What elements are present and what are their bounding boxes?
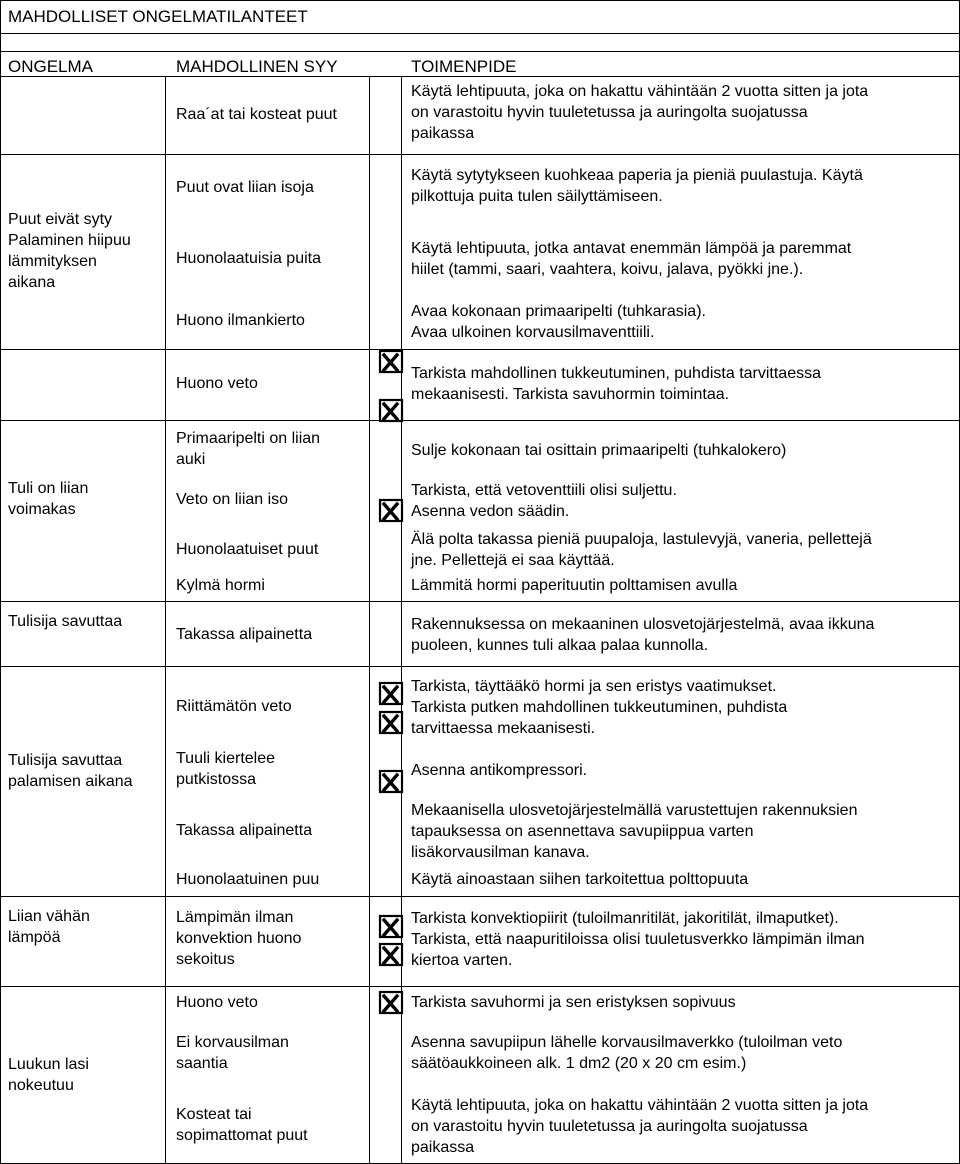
cause-cell: Huonolaatuiset puut: [176, 541, 319, 558]
cause-cell: Veto on liian iso: [176, 491, 289, 508]
action-cell: Asenna savupiipun lähelle korvausilmaverkko (tuloilman veto säätöaukkoineen alk. 1 dm2 (20 x 20 cm esim.): [411, 1034, 843, 1072]
checkbox-x-icon: [378, 348, 404, 374]
action-cell: Käytä lehtipuuta, joka on hakattu vähintään 2 vuotta sitten ja jota on varastoitu hyvin tuuletetussa ja auringolta suojatussa paikassa: [411, 1097, 869, 1156]
action-cell: Käytä sytytykseen kuohkeaa paperia ja pieniä puulastuja. Käytä pilkottuja puita tulen säilyttämiseen.: [411, 167, 863, 205]
action-cell: Tarkista, että vetoventtiili olisi suljettu. Asenna vedon säädin.: [411, 482, 677, 520]
cause-cell: Takassa alipainetta: [176, 822, 313, 839]
cause-cell: Primaaripelti on liian auki: [176, 430, 321, 468]
title-divider: [0, 33, 960, 34]
action-cell: Tarkista savuhormi ja sen eristyksen sopivuus: [411, 994, 736, 1011]
cause-cell: Raa´at tai kosteat puut: [176, 106, 337, 123]
checkbox-x-icon: [378, 913, 404, 939]
row-divider: [0, 601, 960, 602]
action-cell: Käytä lehtipuuta, joka on hakattu vähintään 2 vuotta sitten ja jota on varastoitu hyvin tuuletetussa ja auringolta suojatussa paikassa: [411, 83, 869, 142]
problem-cell: Luukun lasi nokeutuu: [8, 1056, 89, 1094]
action-cell: Tarkista, täyttääkö hormi ja sen eristys vaatimukset. Tarkista putken mahdollinen tukkeutuminen, puhdista tarvittaessa mekaanisesti.: [411, 678, 788, 737]
action-cell: Lämmitä hormi paperituutin polttamisen avulla: [411, 577, 738, 594]
header-problem: ONGELMA: [8, 57, 94, 76]
checkbox-x-icon: [378, 989, 404, 1015]
page-title: MAHDOLLISET ONGELMATILANTEET: [8, 7, 308, 26]
cause-cell: Huonolaatuisia puita: [176, 250, 321, 267]
checkbox-x-icon: [378, 768, 404, 794]
table-border-left: [0, 0, 1, 1164]
cause-cell: Huono veto: [176, 994, 258, 1011]
cause-cell: Puut ovat liian isoja: [176, 179, 314, 196]
header-cause: MAHDOLLINEN SYY: [176, 57, 338, 76]
header-divider: [0, 51, 960, 52]
action-cell: Sulje kokonaan tai osittain primaaripelti (tuhkalokero): [411, 442, 787, 459]
cause-cell: Huono ilmankierto: [176, 312, 305, 329]
row-divider: [0, 154, 960, 155]
cause-cell: Lämpimän ilman konvektion huono sekoitus: [176, 909, 302, 968]
action-cell: Asenna antikompressori.: [411, 762, 588, 779]
cause-cell: Riittämätön veto: [176, 698, 292, 715]
cause-cell: Tuuli kiertelee putkistossa: [176, 750, 276, 788]
checkbox-x-icon: [378, 680, 404, 706]
row-divider: [0, 420, 960, 421]
checkbox-x-icon: [378, 497, 404, 523]
table-border-top: [0, 0, 960, 1]
row-divider: [0, 896, 960, 897]
cause-cell: Huono veto: [176, 375, 258, 392]
checkbox-x-icon: [378, 709, 404, 735]
action-cell: Mekaanisella ulosvetojärjestelmällä varustettujen rakennuksien tapauksessa on asennettava savupiippua varten lisäkorvausilman kanava.: [411, 802, 858, 861]
column-divider: [165, 76, 166, 1164]
problem-cell: Tulisija savuttaa: [8, 613, 123, 630]
row-divider: [0, 349, 960, 350]
cause-cell: Takassa alipainetta: [176, 626, 313, 643]
action-cell: Käytä lehtipuuta, jotka antavat enemmän lämpöä ja paremmat hiilet (tammi, saari, vaahtera, koivu, jalava, pyökki jne.).: [411, 240, 852, 278]
action-cell: Rakennuksessa on mekaaninen ulosvetojärjestelmä, avaa ikkuna puoleen, kunnes tuli alkaa palaa kunnolla.: [411, 616, 875, 654]
problem-cell: Liian vähän lämpöä: [8, 908, 90, 946]
cause-cell: Kosteat tai sopimattomat puut: [176, 1106, 308, 1144]
cause-cell: Kylmä hormi: [176, 577, 265, 594]
cause-cell: Ei korvausilman saantia: [176, 1034, 289, 1072]
row-divider: [0, 986, 960, 987]
checkbox-x-icon: [378, 397, 404, 423]
header-action: TOIMENPIDE: [411, 57, 517, 76]
problem-cell: Puut eivät syty Palaminen hiipuu lämmityksen aikana: [8, 211, 131, 291]
action-cell: Tarkista konvektiopiirit (tuloilmanritilät, jakoritilät, ilmaputket). Tarkista, että naapuritiloissa olisi tuuletusverkko lämpimän ilman kiertoa varten.: [411, 910, 865, 969]
action-cell: Älä polta takassa pieniä puupaloja, lastulevyjä, vaneria, pellettejä jne. Pellettejä ei saa käyttää.: [411, 531, 872, 569]
problem-cell: Tuli on liian voimakas: [8, 480, 89, 518]
action-cell: Käytä ainoastaan siihen tarkoitettua polttopuuta: [411, 871, 749, 888]
action-cell: Avaa kokonaan primaaripelti (tuhkarasia). Avaa ulkoinen korvausilmaventtiili.: [411, 303, 706, 341]
cause-cell: Huonolaatuinen puu: [176, 871, 320, 888]
action-cell: Tarkista mahdollinen tukkeutuminen, puhdista tarvittaessa mekaanisesti. Tarkista savuhormin toimintaa.: [411, 365, 821, 403]
column-divider: [369, 76, 370, 1164]
row-divider: [0, 666, 960, 667]
checkbox-x-icon: [378, 941, 404, 967]
problem-cell: Tulisija savuttaa palamisen aikana: [8, 752, 133, 790]
